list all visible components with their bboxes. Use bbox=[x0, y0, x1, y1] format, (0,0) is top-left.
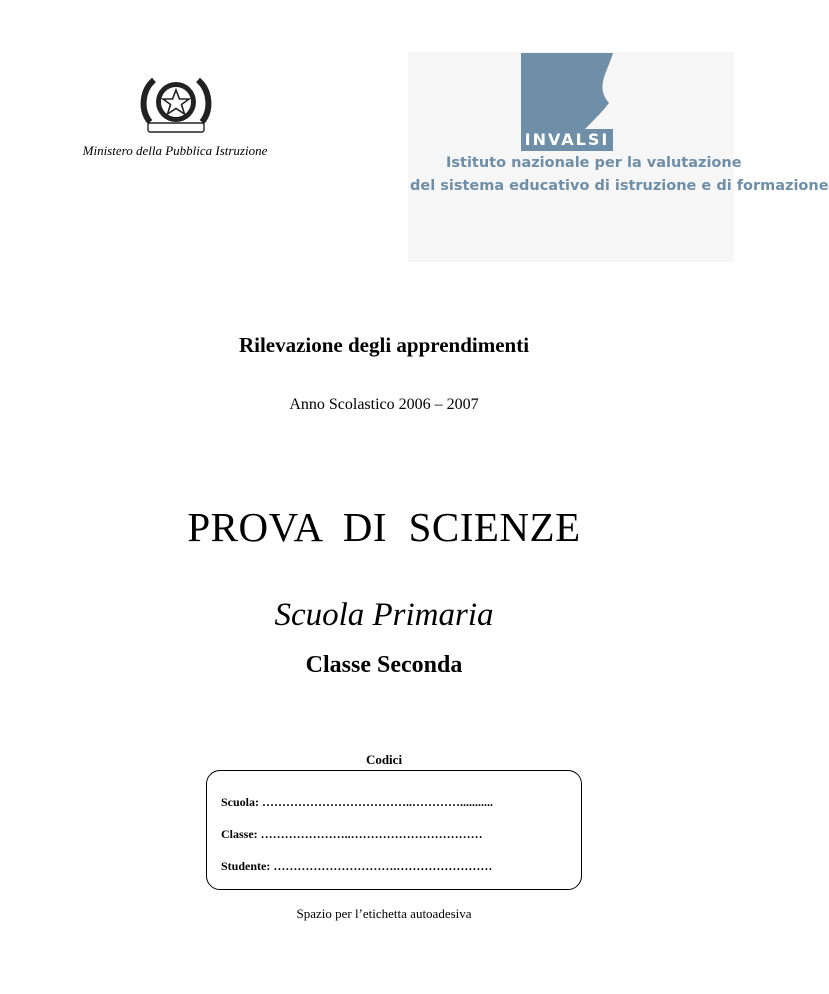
ministry-emblem-icon bbox=[136, 72, 216, 138]
ministry-caption: Ministero della Pubblica Istruzione bbox=[82, 143, 268, 158]
code-fill-dots: …………………..…………………………… bbox=[260, 827, 483, 841]
code-row-scuola[interactable] bbox=[221, 795, 493, 810]
invalsi-subtitle-line1: Istituto nazionale per la valutazione bbox=[446, 155, 742, 171]
school-year: Anno Scolastico 2006 – 2007 bbox=[289, 396, 479, 413]
code-label: Studente: bbox=[221, 859, 271, 873]
invalsi-flag-icon bbox=[521, 53, 613, 129]
code-label: Classe: bbox=[221, 827, 258, 841]
code-fill-dots: ………………………………..…………........... bbox=[262, 795, 494, 809]
invalsi-subtitle-line2: del sistema educativo di istruzione e di formazione bbox=[410, 178, 829, 194]
invalsi-name: INVALSI bbox=[521, 129, 613, 151]
invalsi-logo bbox=[408, 52, 829, 262]
school-level: Scuola Primaria bbox=[274, 597, 494, 633]
codes-box bbox=[206, 770, 582, 890]
codes-heading: Codici bbox=[365, 752, 403, 767]
test-title: PROVA DI SCIENZE bbox=[187, 504, 581, 550]
code-label: Scuola: bbox=[221, 795, 260, 809]
code-fill-dots: ………………………….…………………… bbox=[273, 859, 493, 873]
assessment-title: Rilevazione degli apprendimenti bbox=[238, 333, 530, 357]
sticker-caption: Spazio per l’etichetta autoadesiva bbox=[296, 906, 472, 921]
code-row-studente[interactable] bbox=[221, 859, 492, 874]
code-row-classe[interactable] bbox=[221, 827, 483, 842]
class-level: Classe Seconda bbox=[305, 652, 463, 678]
